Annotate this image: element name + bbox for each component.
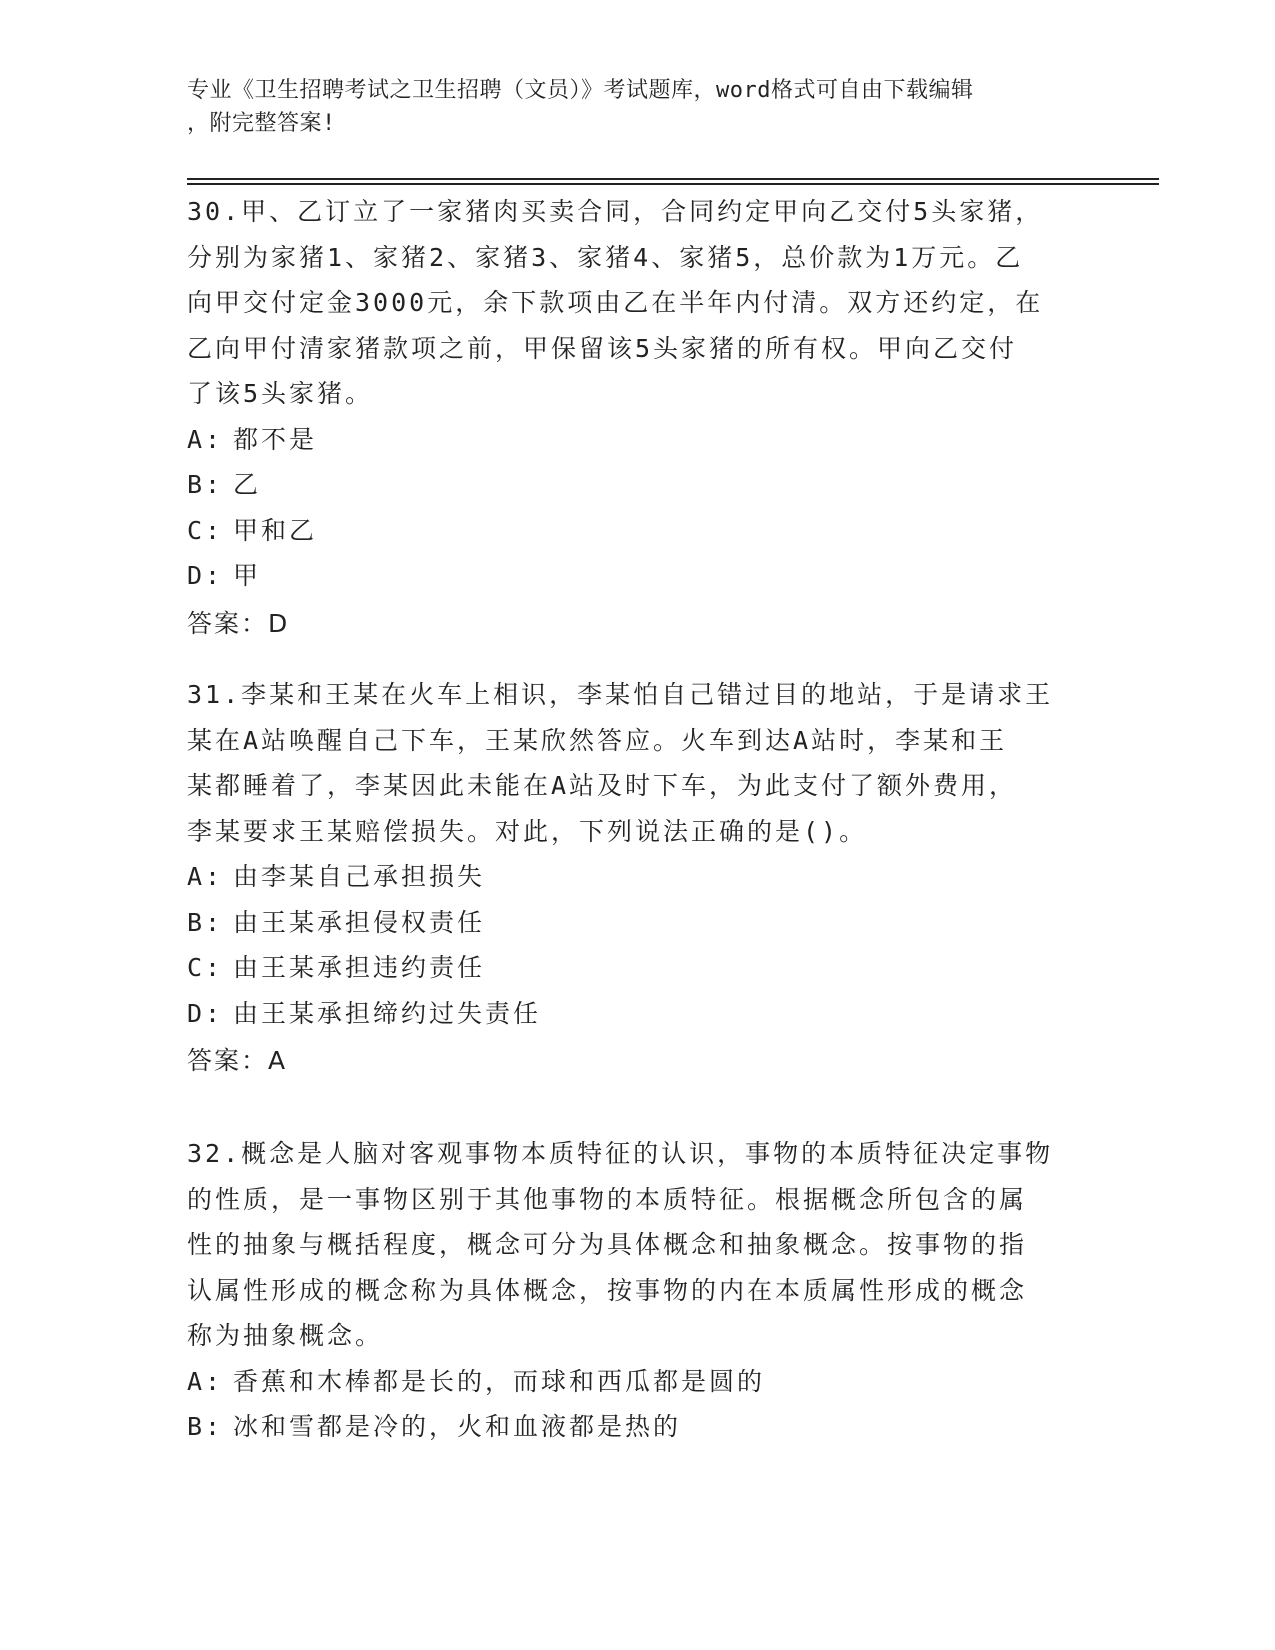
question-31 — [187, 672, 1087, 1084]
option-letter: D: — [187, 998, 224, 1028]
option-letter: A: — [187, 862, 224, 891]
header-line-2: ，附完整答案! — [187, 111, 336, 136]
option-letter: B: — [187, 470, 224, 499]
option-b — [187, 900, 1087, 946]
option-d — [187, 991, 1087, 1037]
option-letter: B: — [187, 1412, 224, 1441]
option-b — [187, 1404, 1087, 1450]
option-text: 冰和雪都是冷的，火和血液都是热的 — [233, 1412, 682, 1441]
question-stem: 32.概念是人脑对客观事物本质特征的认识，事物的本质特征决定事物 的性质，是一事物区别于其他事物的本质特征。根据概念所包含的属 性的抽象与概括程度，概念可分为具体概念和抽象概念。按事物的指 认属性形成的概念称为具体概念，按事物的内在本质属性形成的概念 称为抽象概念。 — [187, 1139, 1054, 1350]
header-divider-bottom — [187, 183, 1159, 185]
option-text: 乙 — [233, 470, 262, 499]
option-text: 甲 — [233, 561, 262, 590]
option-c — [187, 508, 1087, 554]
option-d — [187, 553, 1087, 599]
header-line-1: 专业《卫生招聘考试之卫生招聘（文员）》考试题库，word格式可自由下载编辑 — [187, 78, 974, 103]
option-b — [187, 462, 1087, 508]
option-letter: C: — [187, 515, 224, 545]
option-letter: A: — [187, 1366, 224, 1396]
option-c — [187, 945, 1087, 991]
document-header — [187, 74, 1087, 140]
question-32 — [187, 1131, 1087, 1450]
question-stem: 31.李某和王某在火车上相识，李某怕自己错过目的地站，于是请求王 某在A站唤醒自己下车，王某欣然答应。火车到达A站时，李某和王 某都睡着了，李某因此未能在A站及时下车，为此支付了额外费用， 李某要求王某赔偿损失。对此，下列说法正确的是()。 — [187, 680, 1054, 846]
option-a — [187, 1359, 1087, 1405]
option-text: 由王某承担违约责任 — [233, 953, 486, 982]
option-text: 由王某承担侵权责任 — [233, 907, 486, 937]
option-letter: A: — [187, 424, 224, 454]
header-divider-top — [187, 178, 1159, 180]
question-30 — [187, 189, 1087, 646]
option-a — [187, 854, 1087, 900]
option-text: 香蕉和木棒都是长的，而球和西瓜都是圆的 — [233, 1366, 766, 1396]
answer-line: 答案：A — [187, 1046, 288, 1075]
option-text: 由王某承担缔约过失责任 — [233, 998, 542, 1028]
option-letter: C: — [187, 953, 224, 982]
option-text: 甲和乙 — [233, 515, 318, 545]
option-text: 都不是 — [233, 424, 318, 454]
option-letter: D: — [187, 561, 224, 590]
answer-line: 答案：D — [187, 608, 290, 638]
option-letter: B: — [187, 907, 224, 937]
question-stem: 30.甲、乙订立了一家猪肉买卖合同，合同约定甲向乙交付5头家猪， 分别为家猪1、家猪2、家猪3、家猪4、家猪5，总价款为1万元。乙 向甲交付定金3000元，余下款项由乙在半年内付清。双方还约定，在 乙向甲付清家猪款项之前，甲保留该5头家猪的所有权。甲向乙交付 了该5头家猪。 — [187, 197, 1044, 408]
option-text: 由李某自己承担损失 — [233, 862, 486, 891]
option-a — [187, 417, 1087, 463]
